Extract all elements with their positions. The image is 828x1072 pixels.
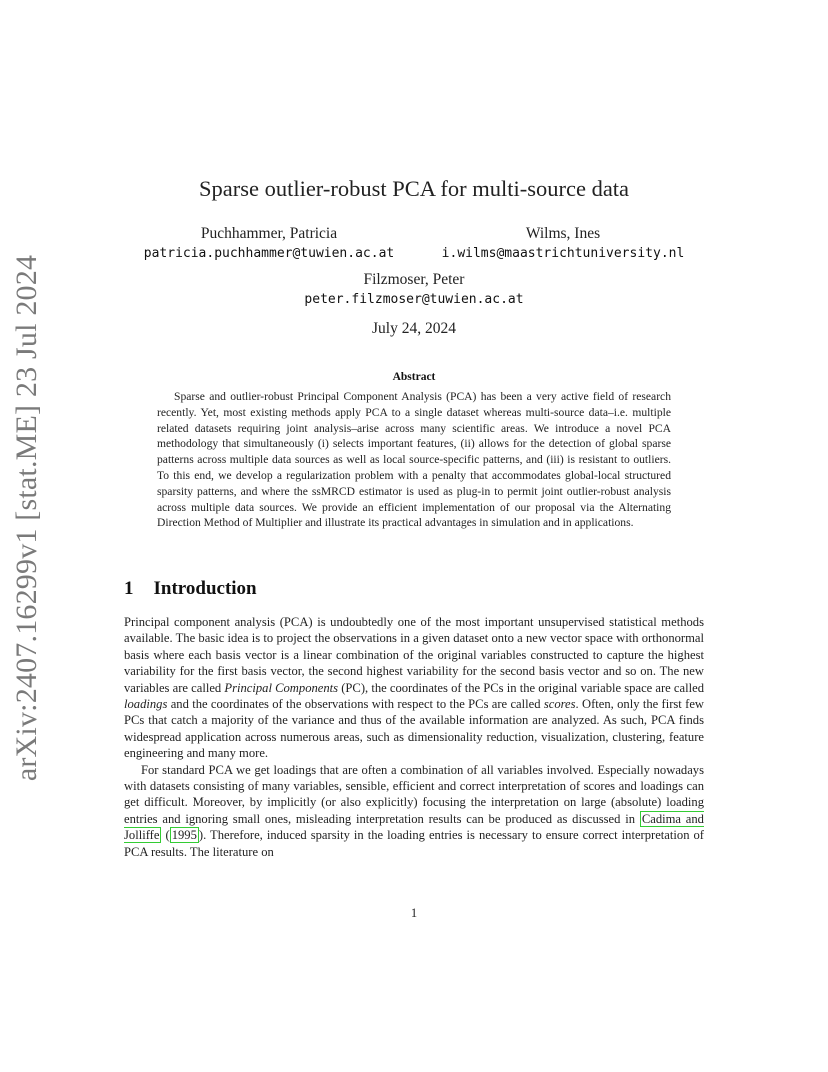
abstract-text: Sparse and outlier-robust Principal Component Analysis (PCA) has been a very active field of research recently. Yet, most existing methods apply PCA to a single dataset whereas multi-source data–i.e. multiple related datasets requiring joint analysis–arise across many scientific areas. We introduce a novel PCA methodology that simultaneously (i) selects important features, (ii) allows for the detection of global sparse patterns across multiple data sources as well as local source-specific patterns, and (iii) is resistant to outliers. To this end, we develop a regularization problem with a penalty that accommodates global-local structured sparsity patterns, and where the ssMRCD estimator is used as plug-in to permit joint outlier-robust analysis across multiple data sources. We provide an efficient implementation of our proposal via the Alternating Direction Method of Multiplier and illustrate its practical advantages in simulation and in applications.	[157, 390, 671, 530]
paragraph-text: (PC), the coordinates of the PCs in the original variable space are called	[338, 680, 704, 695]
paragraph-text: and the coordinates of the observations with respect to the PCs are called	[167, 697, 544, 712]
term-scores: scores	[543, 697, 576, 712]
arxiv-stamp	[2, 254, 52, 782]
author-email[interactable]: patricia.puchhammer@tuwien.ac.at	[143, 246, 395, 261]
citation-link-year[interactable]: 1995	[171, 828, 197, 843]
page-number: 1	[410, 906, 418, 920]
author-name: Filzmoser, Peter	[363, 271, 465, 288]
paragraph-text: . Therefore, induced sparsity in the loading entries is necessary to ensure correct interpretation of PCA results. The literature on	[124, 828, 705, 859]
citation-link-authors[interactable]: Cadima and Jolliffe	[124, 811, 704, 843]
arxiv-stamp-text: arXiv:2407.16299v1 [stat.ME] 23 Jul 2024	[10, 254, 44, 782]
author-block-1	[124, 224, 414, 264]
paragraph-text: . Often, only the first few PCs that catch a majority of the variance and thus of the available information are analyzed. As such, PCA finds widespread application across numerous areas, such as dimensionality reduction, visualization, clustering, feature engineering and many more.	[124, 697, 704, 761]
author-email[interactable]: peter.filzmoser@tuwien.ac.at	[304, 292, 524, 307]
author-block-2	[418, 224, 708, 264]
abstract-body	[157, 389, 671, 531]
paragraph-1	[124, 614, 704, 762]
term-loadings: loadings	[124, 697, 168, 712]
paragraph-text: Principal component analysis (PCA) is undoubtedly one of the most important unsupervised statistical methods available. The basic idea is to project the observations in a given dataset onto a new vector space with orthonormal basis where each basis vector is a linear combination of the original variables constructed to capture the highest variability for the first basis vector, the second highest variability for the second basis vector and so on. The new variables are called	[124, 615, 704, 695]
paragraph-2	[124, 762, 704, 860]
paper-date: July 24, 2024	[372, 320, 456, 337]
author-email[interactable]: i.wilms@maastrichtuniversity.nl	[441, 246, 685, 261]
author-block-3	[264, 270, 564, 310]
section-number: 1	[124, 578, 134, 599]
author-name: Puchhammer, Patricia	[200, 225, 338, 242]
citation-paren: )	[198, 828, 204, 843]
abstract-heading: Abstract	[392, 371, 436, 383]
section-title: Introduction	[153, 578, 257, 599]
section-heading	[124, 578, 257, 600]
paper-title: Sparse outlier-robust PCA for multi-source data	[198, 176, 630, 201]
citation-paren: (	[161, 828, 170, 843]
term-principal-components: Principal Components	[224, 680, 339, 695]
paragraph-text: For standard PCA we get loadings that are often a combination of all variables involved. Especially nowadays with datasets consisting of many variables, sensible, efficient and correct interpretation of scores and loadings can get difficult. Moreover, by implicitly (or also explicitly) focusing the interpretation on large (absolute) loading entries and ignoring small ones, misleading interpretation results can be produced as discussed in	[124, 762, 704, 826]
body-text	[124, 614, 704, 860]
author-name: Wilms, Ines	[525, 225, 601, 242]
